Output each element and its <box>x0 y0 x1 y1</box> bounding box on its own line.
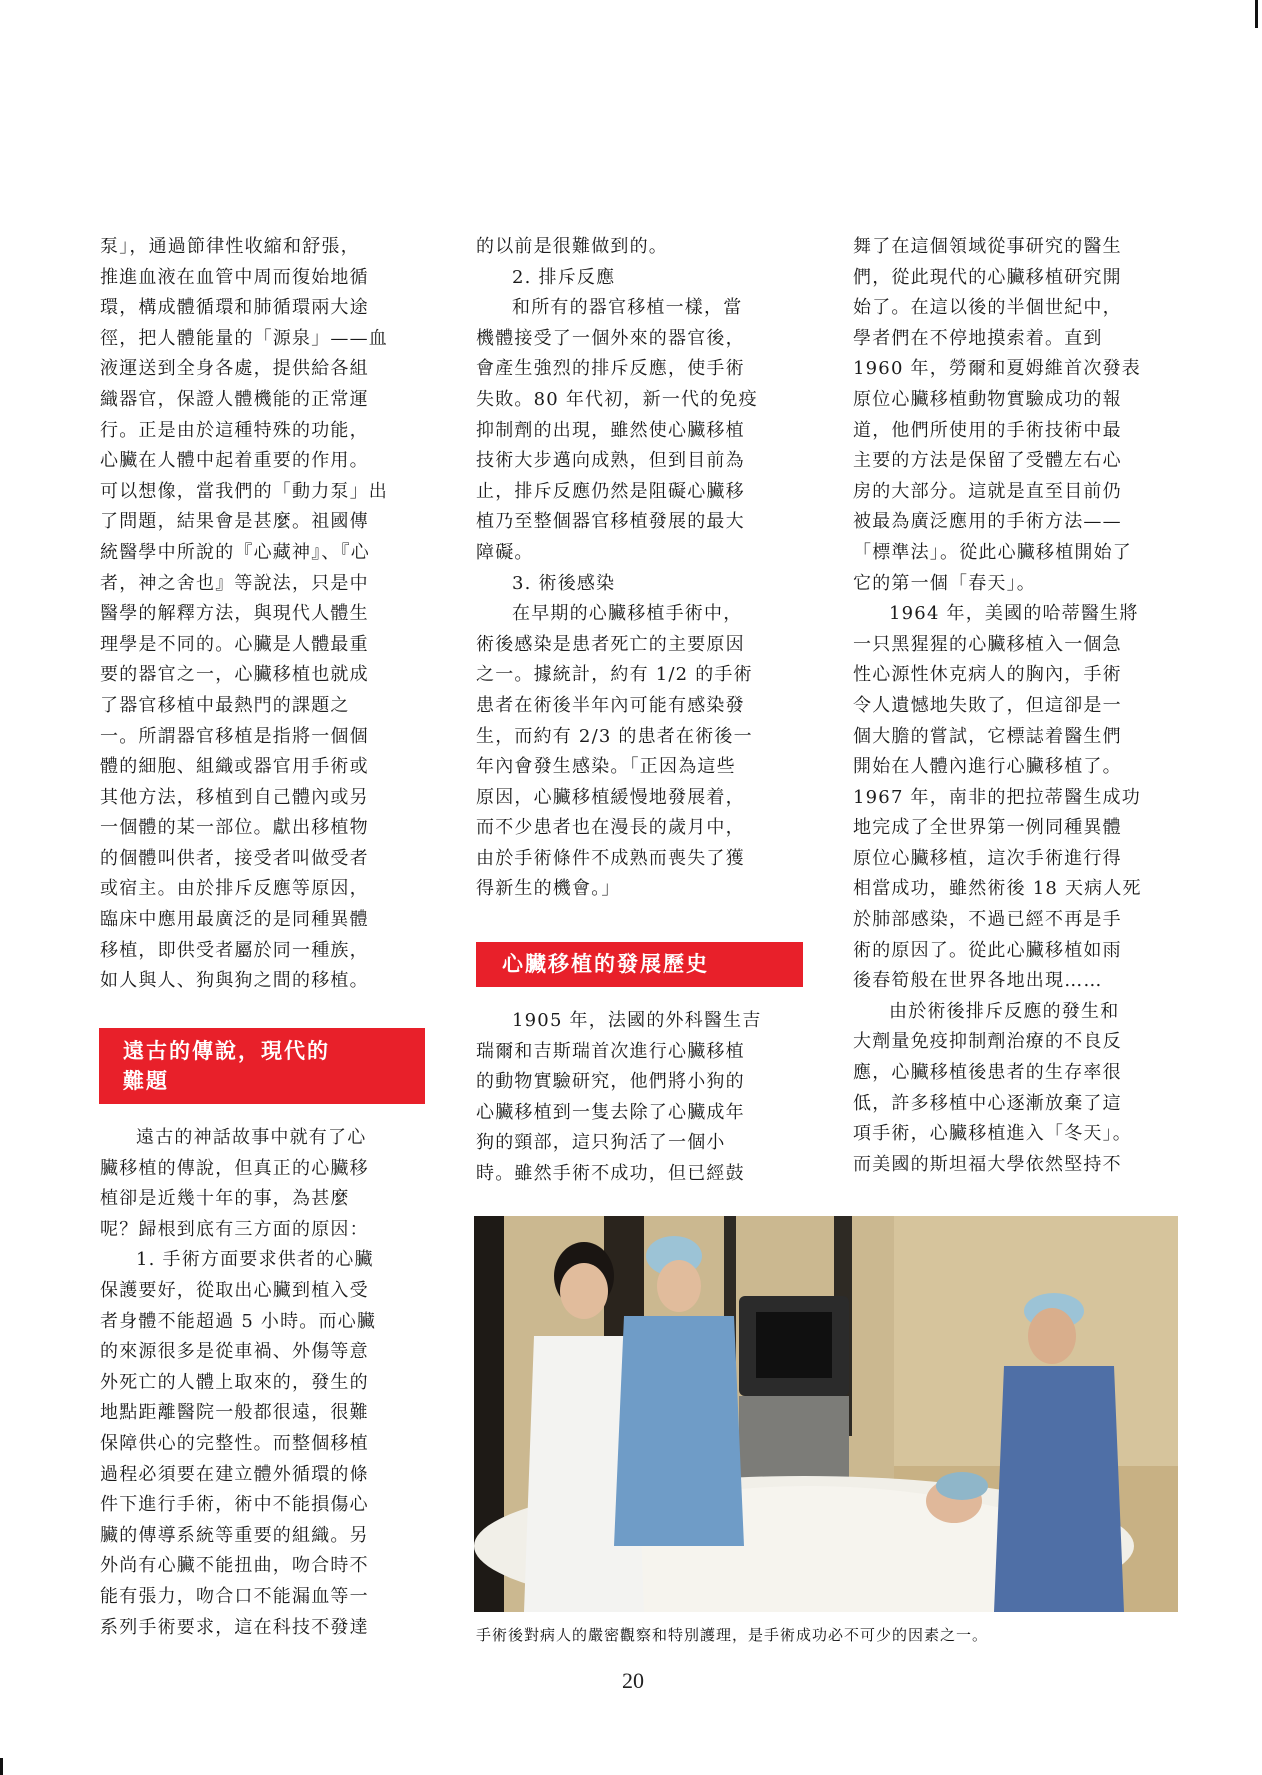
heading-line: 遠古的傳說，現代的 <box>123 1039 330 1063</box>
text-column-1-lower <box>100 1123 425 1643</box>
text-column-2-lower <box>476 1006 806 1190</box>
text-line: 生，而約有 2/3 的患者在術後一 <box>476 725 753 747</box>
text-line: 的來源很多是從車禍、外傷等意 <box>100 1341 369 1363</box>
text-line: 保護要好，從取出心臟到植入受 <box>100 1279 369 1301</box>
text-line: 植乃至整個器官移植發展的最大 <box>476 511 745 533</box>
text-line: 原位心臟移植，這次手術進行得 <box>853 847 1122 869</box>
text-line: 年內會發生感染。「正因為這些 <box>476 756 736 778</box>
text-column-2 <box>476 232 806 905</box>
text-line: 個大膽的嘗試，它標誌着醫生們 <box>853 725 1122 747</box>
text-line: 1967 年，南非的把拉蒂醫生成功 <box>853 786 1141 808</box>
text-line: 液運送到全身各處，提供給各組 <box>100 358 369 380</box>
surgery-ward-photo <box>474 1216 1178 1612</box>
text-line: 學者們在不停地摸索着。直到 <box>853 327 1103 349</box>
text-line: 而美國的斯坦福大學依然堅持不 <box>853 1153 1122 1175</box>
page-number: 20 <box>622 1668 644 1693</box>
text-line: 令人遺憾地失敗了，但這卻是一 <box>853 694 1122 716</box>
text-column-1 <box>100 232 425 997</box>
text-line: 理學是不同的。心臟是人體最重 <box>100 633 369 655</box>
text-line: 瑞爾和吉斯瑞首次進行心臟移植 <box>476 1040 745 1062</box>
text-line: 推進血液在血管中周而復始地循 <box>100 266 369 288</box>
paragraph <box>100 1123 425 1245</box>
text-line: 被最為廣泛應用的手術方法—— <box>853 511 1122 533</box>
paragraph <box>853 599 1188 997</box>
subheading-rejection: 2. 排斥反應 <box>512 266 616 288</box>
text-line: 性心源性休克病人的胸內，手術 <box>853 664 1122 686</box>
text-line: 過程必須要在建立體外循環的條 <box>100 1463 369 1485</box>
text-line: 臟的傳導系統等重要的組織。另 <box>100 1524 369 1546</box>
text-line: 外死亡的人體上取來的，發生的 <box>100 1371 369 1393</box>
text-line: 術的原因了。從此心臟移植如雨 <box>853 939 1122 961</box>
text-line: 心臟移植到一隻去除了心臟成年 <box>476 1101 745 1123</box>
text-line: 在早期的心臟移植手術中， <box>512 603 743 625</box>
text-line: 一只黑猩猩的心臟移植入一個急 <box>853 633 1122 655</box>
section-heading-ancient-legend <box>99 1028 425 1104</box>
text-line: 統醫學中所說的『心藏神』、『心 <box>100 541 370 563</box>
text-line: 要的器官之一，心臟移植也就成 <box>100 664 369 686</box>
text-line: 臟移植的傳說，但真正的心臟移 <box>100 1157 369 1179</box>
text-line: 織器官，保證人體機能的正常運 <box>100 388 369 410</box>
text-line: 遠古的神話故事中就有了心 <box>136 1127 367 1148</box>
text-line: 項手術，心臟移植進入「冬天」。 <box>853 1123 1132 1145</box>
scan-edge-mark <box>1255 0 1258 28</box>
text-line: 心臟在人體中起着重要的作用。 <box>100 450 369 472</box>
paragraph <box>853 232 1188 599</box>
text-line: 可以想像，當我們的「動力泵」出 <box>100 480 388 502</box>
text-line: 外尚有心臟不能扭曲，吻合時不 <box>100 1555 369 1577</box>
text-line: 一。所謂器官移植是指將一個個 <box>100 725 369 747</box>
paragraph <box>476 599 806 905</box>
text-line: 們，從此現代的心臟移植研究開 <box>853 266 1122 288</box>
text-line: 原因，心臟移植緩慢地發展着， <box>476 786 745 808</box>
text-line: 低，許多移植中心逐漸放棄了這 <box>853 1092 1122 1114</box>
text-line: 大劑量免疫抑制劑治療的不良反 <box>853 1031 1122 1053</box>
text-line: 或宿主。由於排斥反應等原因， <box>100 878 369 900</box>
text-line: 移植，即供受者屬於同一種族， <box>100 939 369 961</box>
text-line: 應，心臟移植後患者的生存率很 <box>853 1062 1122 1084</box>
scan-edge-mark <box>0 1758 3 1775</box>
text-line: 房的大部分。這就是直至目前仍 <box>853 480 1122 502</box>
paragraph <box>100 1245 425 1643</box>
paragraph <box>100 232 425 997</box>
text-line: 1960 年，勞爾和夏姆維首次發表 <box>853 358 1141 380</box>
text-line: 醫學的解釋方法，與現代人體生 <box>100 603 369 625</box>
text-line: 由於術後排斥反應的發生和 <box>889 1000 1120 1022</box>
paragraph <box>853 997 1188 1181</box>
text-line: 「標準法」。從此心臟移植開始了 <box>853 541 1132 563</box>
text-line: 一個體的某一部位。獻出移植物 <box>100 817 369 839</box>
text-line: 植卻是近幾十年的事，為甚麼 <box>100 1188 350 1210</box>
text-line: 它的第一個「春天」。 <box>853 572 1036 594</box>
text-line: 泵」，通過節律性收縮和舒張， <box>100 236 360 257</box>
text-line: 的以前是很難做到的。 <box>476 236 668 257</box>
photo-caption: 手術後對病人的嚴密觀察和特別護理，是手術成功必不可少的因素之一。 <box>476 1626 989 1644</box>
text-line: 技術大步邁向成熟，但到目前為 <box>476 450 745 472</box>
text-line: 徑，把人體能量的「源泉」——血 <box>100 327 388 349</box>
text-line: 如人與人、狗與狗之間的移植。 <box>100 970 369 992</box>
text-line: 者身體不能超過 5 小時。而心臟 <box>100 1310 377 1332</box>
text-line: 道，他們所使用的手術技術中最 <box>853 419 1122 441</box>
text-line: 開始在人體內進行心臟移植了。 <box>853 756 1122 778</box>
text-line: 後春筍般在世界各地出現…… <box>853 970 1103 992</box>
text-line: 臨床中應用最廣泛的是同種異體 <box>100 909 369 931</box>
text-line: 時。雖然手術不成功，但已經鼓 <box>476 1162 745 1184</box>
text-line: 其他方法，移植到自己體內或另 <box>100 786 369 808</box>
text-line: 保障供心的完整性。而整個移植 <box>100 1432 369 1454</box>
text-line: 而不少患者也在漫長的歲月中， <box>476 817 745 839</box>
paragraph <box>476 293 806 568</box>
photo-illustration <box>474 1216 1178 1612</box>
text-line: 機體接受了一個外來的器官後， <box>476 327 745 349</box>
text-line: 狗的頸部，這只狗活了一個小 <box>476 1132 726 1154</box>
text-line: 得新生的機會。」 <box>476 878 621 900</box>
text-line: 術後感染是患者死亡的主要原因 <box>476 633 745 655</box>
text-line: 和所有的器官移植一樣，當 <box>512 297 743 319</box>
subheading-infection: 3. 術後感染 <box>512 572 616 594</box>
heading-line: 難題 <box>123 1069 169 1093</box>
text-line: 抑制劑的出現，雖然使心臟移植 <box>476 419 745 441</box>
text-line: 的動物實驗研究，他們將小狗的 <box>476 1071 745 1093</box>
text-line: 患者在術後半年內可能有感染發 <box>476 694 745 716</box>
text-column-3 <box>853 232 1188 1180</box>
text-line: 體的細胞、組織或器官用手術或 <box>100 756 369 778</box>
text-line: 舞了在這個領域從事研究的醫生 <box>853 236 1122 257</box>
text-line: 由於手術條件不成熟而喪失了獲 <box>476 847 745 869</box>
text-line: 地點距離醫院一般都很遠，很難 <box>100 1402 369 1424</box>
text-line: 件下進行手術，術中不能損傷心 <box>100 1494 369 1516</box>
paragraph <box>476 1006 806 1190</box>
text-line: 1. 手術方面要求供者的心臟 <box>136 1249 374 1271</box>
text-line: 1964 年，美國的哈蒂醫生將 <box>889 603 1139 625</box>
text-line: 原位心臟移植動物實驗成功的報 <box>853 388 1122 410</box>
text-line: 主要的方法是保留了受體左右心 <box>853 450 1122 472</box>
text-line: 會產生強烈的排斥反應，使手術 <box>476 358 745 380</box>
text-line: 呢？歸根到底有三方面的原因： <box>100 1218 369 1240</box>
text-line: 地完成了全世界第一例同種異體 <box>853 817 1122 839</box>
text-line: 者，神之舍也』等說法，只是中 <box>100 572 369 594</box>
text-line: 之一。據統計，約有 1/2 的手術 <box>476 664 753 686</box>
text-line: 的個體叫供者，接受者叫做受者 <box>100 847 369 869</box>
text-line: 1905 年，法國的外科醫生吉 <box>512 1010 762 1031</box>
text-line: 了器官移植中最熱門的課題之 <box>100 694 350 716</box>
text-line: 相當成功，雖然術後 18 天病人死 <box>853 878 1142 900</box>
text-line: 始了。在這以後的半個世紀中， <box>853 297 1122 319</box>
text-line: 止，排斥反應仍然是阻礙心臟移 <box>476 480 745 502</box>
text-line: 系列手術要求，這在科技不發達 <box>100 1616 369 1638</box>
text-line: 於肺部感染，不過已經不再是手 <box>853 909 1122 931</box>
text-line: 環，構成體循環和肺循環兩大途 <box>100 297 369 319</box>
text-line: 行。正是由於這種特殊的功能， <box>100 419 369 441</box>
section-heading-history: 心臟移植的發展歷史 <box>476 942 803 987</box>
text-line: 了問題，結果會是甚麼。祖國傳 <box>100 511 369 533</box>
text-line: 失敗。80 年代初，新一代的免疫 <box>476 388 758 410</box>
text-line: 能有張力，吻合口不能漏血等一 <box>100 1585 369 1607</box>
text-line: 障礙。 <box>476 541 534 563</box>
